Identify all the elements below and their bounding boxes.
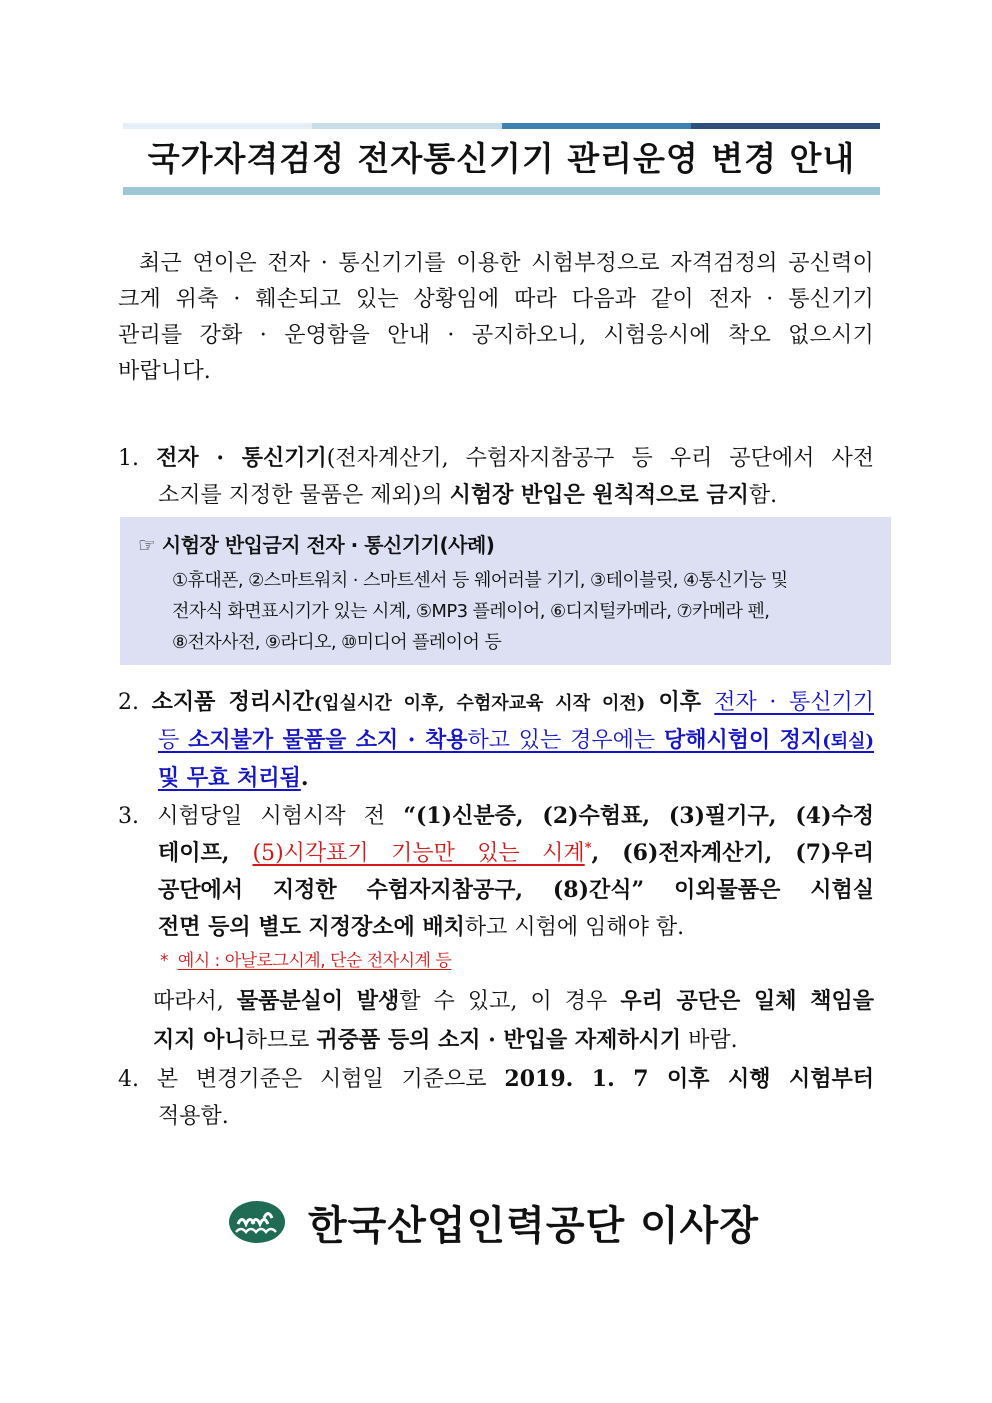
bold-text: 전자 · 통신기기 xyxy=(156,445,327,471)
text: (전자계산기, 수험자지참공구 등 우리 공단에서 사전 xyxy=(326,446,874,471)
footnote-mark: * xyxy=(160,951,168,971)
intro-line: 바랍니다. xyxy=(118,359,212,384)
text: 등 xyxy=(158,728,189,753)
item-4-line-2: 적용함. xyxy=(158,1104,229,1129)
text: 하고 있는 경우에는 xyxy=(467,728,664,753)
bold-text: 2019. 1. 7 이후 시행 시험부터 xyxy=(504,1066,875,1092)
caution-line-1 xyxy=(153,982,874,1021)
title-top-bar xyxy=(123,123,880,129)
item-number: 4. xyxy=(118,1067,139,1092)
issuer-name: 한국산업인력공단 이사장 xyxy=(308,1202,759,1249)
item-1-line-1 xyxy=(118,440,874,477)
bold-text: (입실시간 이후, 수험자교육 시작 이전) xyxy=(313,693,646,714)
item-3-line-1 xyxy=(118,798,874,835)
bold-text: 귀중품 등의 소지 · 반입을 자제하시기 xyxy=(316,1027,682,1053)
text: 하고 시험에 임해야 함. xyxy=(464,915,685,940)
bold-text: 전면 등의 별도 지정장소에 배치 xyxy=(158,914,465,940)
item-number: 3. xyxy=(118,804,139,829)
footnote-mark: * xyxy=(584,840,592,856)
title-bottom-bar xyxy=(123,187,880,195)
intro-paragraph xyxy=(118,246,874,390)
bold-text: 소지품 정리시간 xyxy=(151,689,314,715)
text: 바람. xyxy=(681,1028,738,1053)
intro-line: 최근 연이은 전자 · 통신기기를 이용한 시험부정으로 자격검정의 공신력이 xyxy=(118,251,874,276)
box-line: ⑧전자사전, ⑨라디오, ⑩미디어 플레이어 등 xyxy=(172,632,502,653)
bold-text: , (6)전자계산기, (7)우리 xyxy=(591,840,874,866)
item-2-line-3 xyxy=(118,760,874,797)
intro-line: 관리를 강화 · 운영함을 안내 · 공지하오니, 시험응시에 착오 없으시기 xyxy=(118,323,874,348)
item-number: 1. xyxy=(118,446,139,471)
caution-line-2 xyxy=(153,1021,874,1060)
footnote-text: 예시 : 아날로그시계, 단순 전자시계 등 xyxy=(177,951,452,971)
text: 할 수 있고, 이 경우 xyxy=(399,989,621,1014)
hrdk-logo-icon xyxy=(228,1200,286,1244)
bold-text: 우리 공단은 일체 책임을 xyxy=(620,988,874,1014)
footnote xyxy=(160,946,451,971)
item-2-line-1 xyxy=(118,684,874,722)
bold-text: “(1)신분증, (2)수험표, (3)필기구, (4)수정 xyxy=(403,803,874,829)
item-3-line-2 xyxy=(118,835,874,872)
item-4 xyxy=(118,1061,874,1135)
bold-text: 지지 아니 xyxy=(153,1027,246,1053)
text: 시험당일 시험시작 전 xyxy=(157,804,404,829)
item-3 xyxy=(118,798,874,946)
bold-text: (퇴실) xyxy=(822,731,874,752)
box-heading: ☞ 시험장 반입금지 전자 · 통신기기(사례) xyxy=(138,533,495,557)
underlined-text: (5)시각표기 기능만 있는 시계 xyxy=(252,841,585,866)
box-line: 전자식 화면표시기가 있는 시계, ⑤MP3 플레이어, ⑥디지털카메라, ⑦카메라 펜, xyxy=(172,601,770,622)
item-1-line-2 xyxy=(118,477,874,514)
underlined-text: 및 무효 처리됨 xyxy=(158,765,301,791)
bold-text: 당해시험이 정지 xyxy=(663,727,823,753)
page-title: 국가자격검정 전자통신기기 관리운영 변경 안내 xyxy=(147,139,856,178)
item-2 xyxy=(118,684,874,797)
item-number: 2. xyxy=(118,690,139,715)
bold-text: 물품분실이 발생 xyxy=(236,988,400,1014)
bold-text: 소지불가 물품을 소지 · 착용 xyxy=(188,727,468,753)
caution-paragraph xyxy=(153,982,874,1060)
item-2-line-2 xyxy=(118,722,874,760)
box-line: ①휴대폰, ②스마트워치 · 스마트센서 등 웨어러블 기기, ③테이블릿, ④통신기능 및 xyxy=(172,570,788,591)
text: . xyxy=(300,765,309,791)
item-1 xyxy=(118,440,874,514)
item-4-line-1 xyxy=(118,1061,874,1098)
prohibited-devices-box xyxy=(120,517,891,665)
box-body xyxy=(172,565,884,658)
item-3-line-3: 공단에서 지정한 수험자지참공구, (8)간식” 이외물품은 시험실 xyxy=(158,877,874,903)
text: 함. xyxy=(748,483,778,508)
text: 하므로 xyxy=(245,1028,317,1053)
bold-text: 이후 xyxy=(645,689,715,715)
footer-signature xyxy=(228,1192,759,1252)
item-3-line-4 xyxy=(118,909,874,946)
text: 소지를 지정한 물품은 제외)의 xyxy=(158,483,450,508)
bold-text: 시험장 반입은 원칙적으로 금지 xyxy=(449,482,749,508)
underlined-text: 전자 · 통신기기 xyxy=(714,690,874,715)
intro-line: 크게 위축 · 훼손되고 있는 상황임에 따라 다음과 같이 전자 · 통신기기 xyxy=(118,287,874,312)
text: 본 변경기준은 시험일 기준으로 xyxy=(156,1067,505,1092)
bold-text: 테이프, xyxy=(158,840,253,866)
text: 따라서, xyxy=(153,989,237,1014)
